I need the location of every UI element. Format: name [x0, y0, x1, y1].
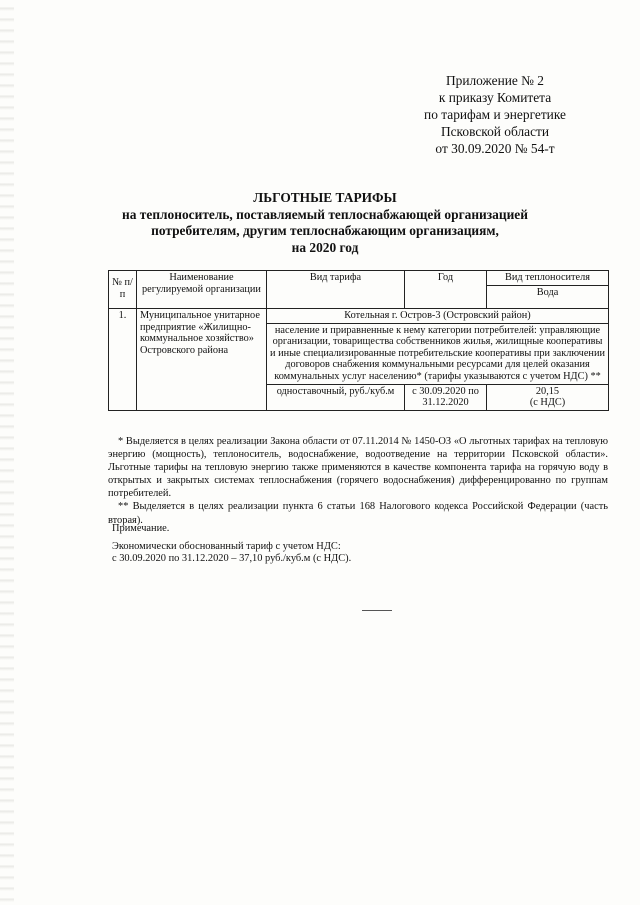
- remark-heading: Примечание.: [112, 523, 170, 534]
- remark: [112, 523, 512, 566]
- title-line: потребителям, другим теплоснабжающим организациям,: [151, 223, 499, 239]
- appendix-line: к приказу Комитета: [438, 90, 552, 105]
- appendix-line: по тарифам и энергетике: [424, 107, 566, 122]
- tariff-value: 20,15: [535, 385, 560, 397]
- header-carrier: Вид теплоносителя: [487, 271, 609, 286]
- footnote-1: * Выделяется в целях реализации Закона области от 07.11.2014 № 1450-ОЗ «О льготных тарифах на тепловую энергию (мощность), теплоноситель, водоснабжение, водоотведение на территории Псковской области». Льготные тарифы на тепловую энергию также применяются в качестве компонента тарифа на горячую воду в открытых и закрытых системах теплоснабжения (горячего водоснабжения) дифференцированно по группам потребителей.: [108, 436, 608, 500]
- appendix-header: [395, 72, 595, 157]
- title-line: ЛЬГОТНЫЕ ТАРИФЫ: [253, 190, 397, 205]
- header-num: № п/п: [109, 271, 137, 309]
- row-value: [487, 384, 609, 410]
- table-row: [109, 309, 609, 324]
- title-line: на теплоноситель, поставляемый теплоснабжающей организацией: [122, 206, 528, 222]
- row-boiler: Котельная г. Остров-3 (Островский район): [267, 309, 609, 324]
- remark-line-2: с 30.09.2020 по 31.12.2020 – 37,10 руб./куб.м (с НДС).: [112, 553, 352, 565]
- appendix-line: от 30.09.2020 № 54-т: [435, 141, 555, 156]
- scan-edge: [0, 0, 14, 905]
- appendix-line: Приложение № 2: [445, 73, 545, 88]
- header-org: Наименование регулируемой организации: [137, 271, 267, 309]
- header-year: Год: [405, 271, 487, 309]
- title-line: на 2020 год: [291, 239, 359, 255]
- document-title: [80, 190, 570, 256]
- end-dash: [362, 610, 392, 611]
- table-header-row: [109, 271, 609, 286]
- row-population: население и приравненные к нему категории потребителей: управляющие организации, товарищества собственников жилья, жилищные кооперативы и иные специализированные потребительские кооперативы при заключении договоров снабжения коммунальными ресурсами для целей оказания коммунальных услуг населению* (тарифы указываются с учетом НДС) **: [267, 323, 609, 384]
- footnotes: [108, 435, 608, 527]
- tariff-table: [108, 270, 609, 411]
- header-carrier-water: Вода: [487, 286, 609, 309]
- footnote-2: ** Выделяется в целях реализации пункта 6 статьи 168 Налогового кодекса Российской Федерации (часть вторая).: [108, 501, 608, 526]
- row-num: 1.: [109, 309, 137, 411]
- tariff-vat: (с НДС): [529, 397, 566, 409]
- row-period: с 30.09.2020 по 31.12.2020: [405, 384, 487, 410]
- appendix-line: Псковской области: [440, 124, 550, 139]
- row-tariff-type: одноставочный, руб./куб.м: [267, 384, 405, 410]
- row-org: Муниципальное унитарное предприятие «Жилищно-коммунальное хозяйство» Островского района: [137, 309, 267, 411]
- header-tariff-type: Вид тарифа: [267, 271, 405, 309]
- remark-line-1: Экономически обоснованный тариф с учетом НДС:: [112, 540, 341, 552]
